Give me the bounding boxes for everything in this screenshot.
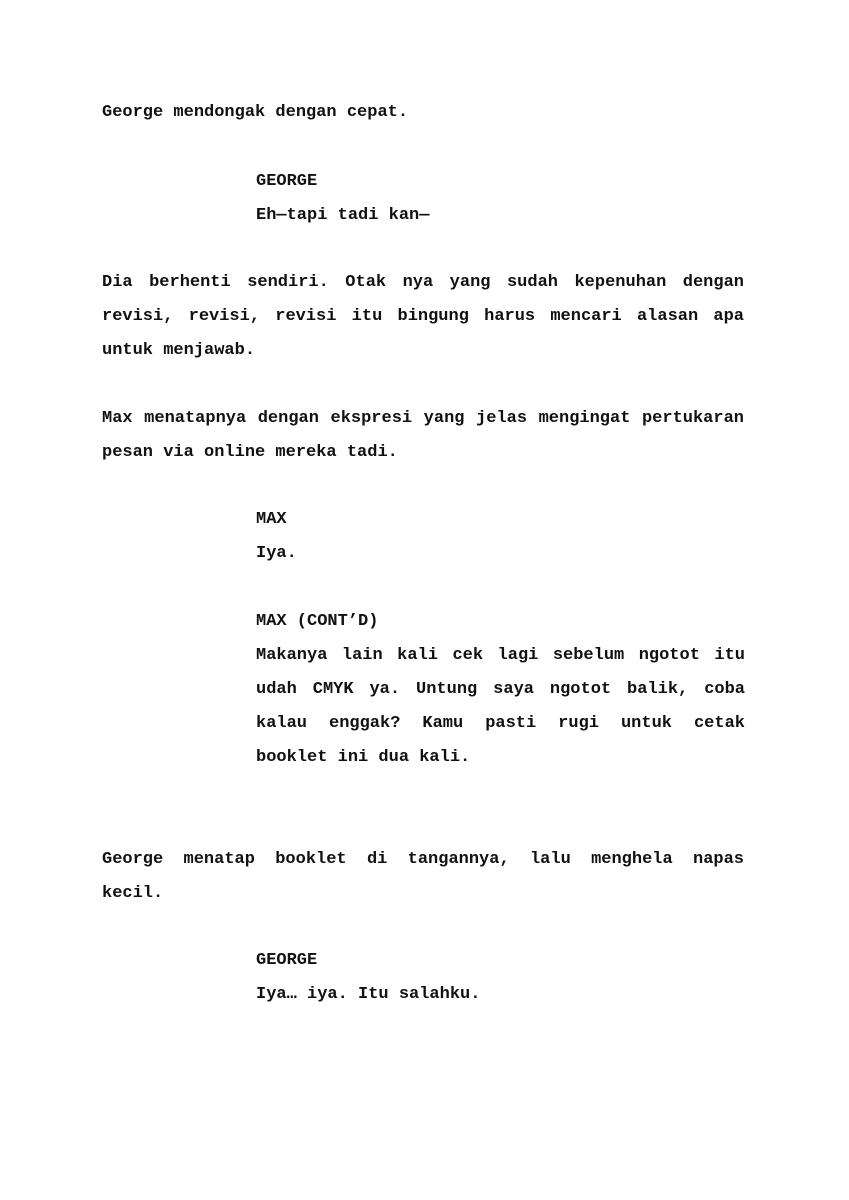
dialogue-line: Iya.	[256, 544, 297, 563]
dialogue-line: Iya… iya. Itu salahku.	[256, 985, 481, 1004]
character-name: MAX (CONT’D)	[256, 612, 379, 631]
action-paragraph: George menatap booklet di tangannya, lalu menghela napas kecil.	[102, 850, 744, 903]
character-name: MAX	[256, 510, 287, 529]
action-line: George mendongak dengan cepat.	[102, 103, 409, 122]
action-paragraph: Max menatapnya dengan ekspresi yang jelas mengingat pertukaran pesan via online mereka tadi.	[102, 409, 744, 462]
dialogue-paragraph: Makanya lain kali cek lagi sebelum ngotot itu udah CMYK ya. Untung saya ngotot balik, coba kalau enggak? Kamu pasti rugi untuk cetak booklet ini dua kali.	[256, 646, 745, 767]
dialogue-line: Eh—tapi tadi kan—	[256, 206, 430, 225]
character-name: GEORGE	[256, 951, 318, 970]
action-paragraph: Dia berhenti sendiri. Otak nya yang sudah kepenuhan dengan revisi, revisi, revisi itu bingung harus mencari alasan apa untuk menjawab.	[102, 273, 744, 360]
character-name: GEORGE	[256, 172, 318, 191]
